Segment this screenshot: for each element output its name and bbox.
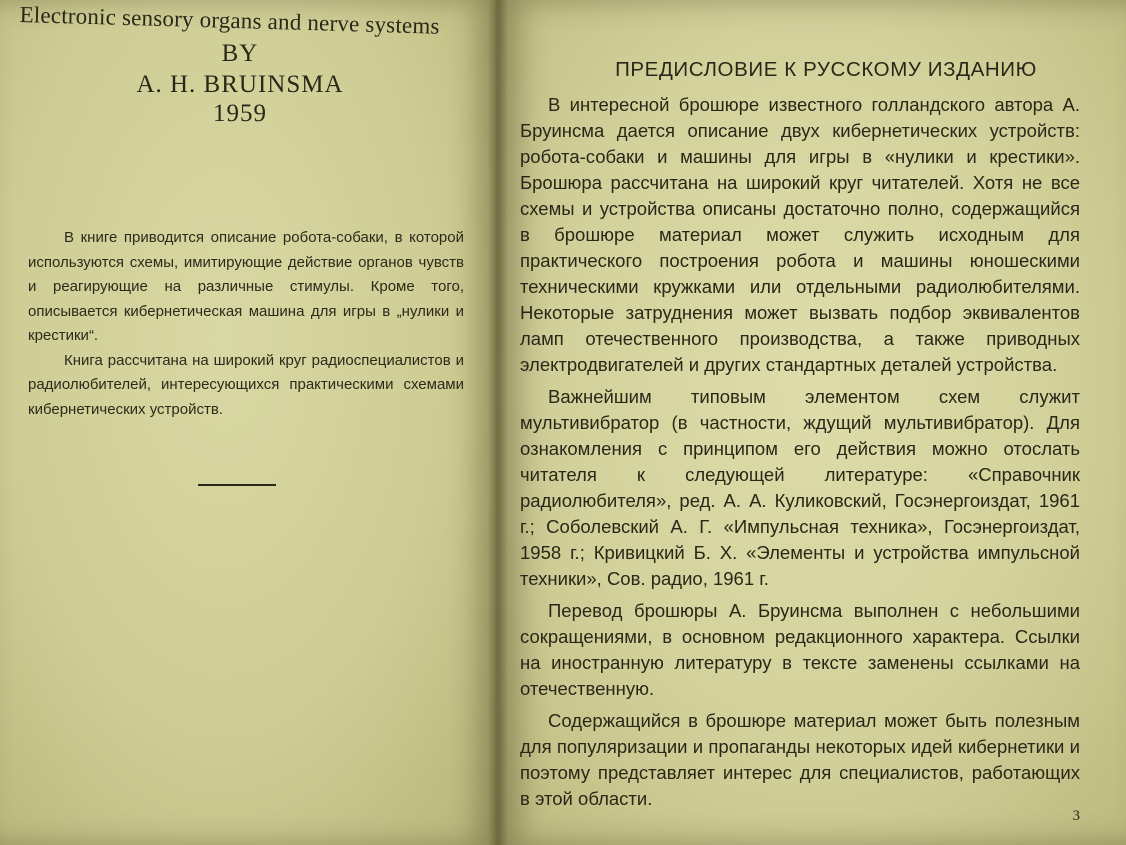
preface-body: [520, 92, 1080, 812]
divider-rule: [198, 484, 276, 486]
book-abstract: [28, 226, 464, 422]
preface-paragraph: Содержащийся в брошюре материал может быть полезным для популяризации и пропаганды некоторых идей кибернетики и поэтому представляет интерес для специалистов, работающих в этой области.: [520, 710, 1080, 809]
publication-year: 1959: [213, 100, 267, 127]
abstract-paragraph: Книга рассчитана на широкий круг радиоспециалистов и радиолюбителей, интересующихся практическими схемами кибернетических устройств.: [28, 351, 464, 418]
english-title: Electronic sensory organs and nerve systems: [19, 2, 440, 39]
preface-paragraph: Важнейшим типовым элементом схем служит мультивибратор (в частности, ждущий мультивибратор). Для ознакомления с принципом его действия можно отослать читателя к следующей литературе: «Справочник радиолюбителя», ред. А. А. Куликовский, Госэнергоиздат, 1961 г.; Соболевский А. Г. «Импульсная техника», Госэнергоиздат, 1958 г.; Кривицкий Б. Х. «Элементы и устройства импульсной техники», Сов. радио, 1961 г.: [520, 386, 1080, 589]
author-name: A. H. BRUINSMA: [136, 71, 344, 98]
preface-paragraph: В интересной брошюре известного голландского автора А. Бруинсма дается описание двух кибернетических устройств: робота-собаки и машины для игры в «нулики и крестики». Брошюра рассчитана на широкий круг читателей. Хотя не все схемы и устройства описаны достаточно полно, содержащийся в брошюре материал может служить исходным для практического построения робота и машины юношескими техническими кружками или отдельными радиолюбителями. Некоторые затруднения может вызвать подбор эквивалентов ламп отечественного производства, а также приводных электродвигателей и других стандартных деталей устройства.: [520, 94, 1080, 375]
by-line: BY: [221, 40, 259, 67]
right-page: [496, 0, 1126, 845]
preface-heading: ПРЕДИСЛОВИЕ К РУССКОМУ ИЗДАНИЮ: [615, 58, 1037, 81]
left-page: [0, 0, 496, 845]
page-number: 3: [1072, 808, 1080, 824]
abstract-paragraph: В книге приводится описание робота-собаки, в которой используются схемы, имитирующие действие органов чувств и реагирующие на различные стимулы. Кроме того, описывается кибернетическая машина для игры в „нулики и крестики“.: [28, 229, 464, 344]
preface-paragraph: Перевод брошюры А. Бруинсма выполнен с небольшими сокращениями, в основном редакционного характера. Ссылки на иностранную литературу в тексте заменены ссылками на отечественную.: [520, 600, 1080, 699]
